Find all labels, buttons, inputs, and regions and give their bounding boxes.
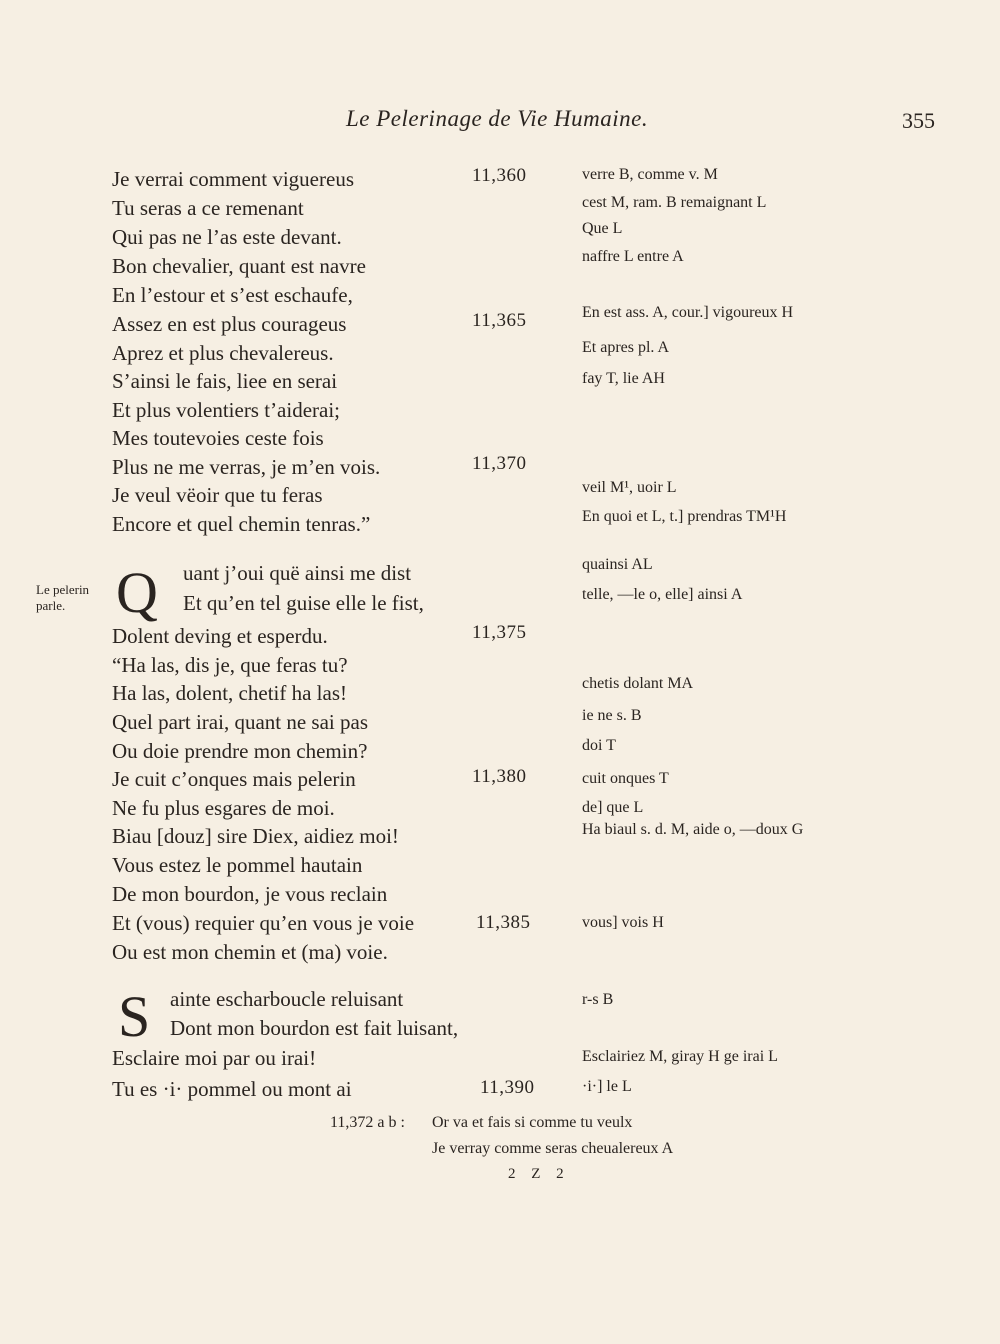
verse-line: De mon bourdon, je vous reclain — [112, 882, 388, 906]
line-number: 11,380 — [472, 766, 527, 787]
footnote-line: Je verray comme seras cheualereux A — [432, 1140, 674, 1157]
drop-cap: S — [118, 984, 151, 1049]
variant-reading: cest M, ram. B remaignant L — [582, 194, 767, 211]
drop-cap: Q — [116, 560, 158, 625]
variant-reading: Et apres pl. A — [582, 339, 670, 356]
line-number: 11,375 — [472, 622, 527, 643]
verse-line: Ou est mon chemin et (ma) voie. — [112, 940, 388, 964]
verse-line: Ha las, dolent, chetif ha las! — [112, 681, 347, 705]
verse-line: Dolent deving et esperdu. — [112, 624, 328, 648]
verse-line: Je cuit c’onques mais pelerin — [112, 767, 356, 791]
verse-line: Tu es ·i· pommel ou mont ai — [112, 1077, 352, 1101]
verse-line: Quel part irai, quant ne sai pas — [112, 710, 368, 734]
verse-line: En l’estour et s’est eschaufe, — [112, 283, 353, 307]
variant-reading: verre B, comme v. M — [582, 166, 718, 183]
variant-reading: cuit onques T — [582, 770, 669, 787]
verse-line: Je verrai comment viguereus — [112, 167, 354, 191]
verse-line: Plus ne me verras, je m’en vois. — [112, 455, 381, 479]
verse-line: Assez en est plus courageus — [112, 312, 347, 336]
variant-reading: quainsi AL — [582, 556, 653, 573]
line-number: 11,385 — [476, 912, 531, 933]
verse-line: ainte escharboucle reluisant — [170, 987, 404, 1011]
variant-reading: telle, —le o, elle] ainsi A — [582, 586, 743, 603]
verse-line: S’ainsi le fais, liee en serai — [112, 369, 338, 393]
verse-line: uant j’oui quë ainsi me dist — [183, 561, 412, 585]
footnote-line: Or va et fais si comme tu veulx — [432, 1114, 633, 1131]
variant-reading: doi T — [582, 737, 616, 754]
verse-line: Bon chevalier, quant est navre — [112, 254, 366, 278]
variant-reading: En est ass. A, cour.] vigoureux H — [582, 304, 794, 321]
margin-note-line: Le pelerin — [36, 582, 90, 597]
line-number: 11,390 — [480, 1077, 535, 1098]
variant-reading: Que L — [582, 220, 623, 237]
verse-line: “Ha las, dis je, que feras tu? — [112, 653, 348, 677]
variant-reading: ·i·] le L — [582, 1078, 632, 1095]
variant-reading: ie ne s. B — [582, 707, 642, 724]
verse-line: Vous estez le pommel hautain — [112, 853, 363, 877]
variant-reading: de] que L — [582, 799, 644, 816]
verse-line: Qui pas ne l’as este devant. — [112, 225, 342, 249]
verse-line: Encore et quel chemin tenras.” — [112, 512, 371, 536]
variant-reading: vous] vois H — [582, 914, 664, 931]
variant-reading: veil M¹, uoir L — [582, 479, 677, 496]
line-number: 11,370 — [472, 453, 527, 474]
verse-line: Mes toutevoies ceste fois — [112, 426, 324, 450]
variant-reading: Esclairiez M, giray H ge irai L — [582, 1048, 778, 1065]
line-number: 11,360 — [472, 165, 527, 186]
variant-reading: fay T, lie AH — [582, 370, 665, 387]
verse-line: Esclaire moi par ou irai! — [112, 1046, 317, 1070]
verse-line: Ou doie prendre mon chemin? — [112, 739, 368, 763]
variant-reading: naffre L entre A — [582, 248, 684, 265]
variant-reading: En quoi et L, t.] prendras TM¹H — [582, 508, 787, 525]
verse-line: Biau [douz] sire Diex, aidiez moi! — [112, 824, 399, 848]
verse-line: Et (vous) requier qu’en vous je voie — [112, 911, 415, 935]
verse-line: Je veul vëoir que tu feras — [112, 483, 323, 507]
verse-line: Aprez et plus chevalereus. — [112, 341, 334, 365]
margin-note-line: parle. — [36, 598, 66, 613]
variant-reading: Ha biaul s. d. M, aide o, —doux G — [582, 821, 804, 838]
signature-mark: 2 Z 2 — [508, 1166, 570, 1182]
verse-line: Dont mon bourdon est fait luisant, — [170, 1016, 459, 1040]
variant-reading: r-s B — [582, 991, 614, 1008]
verse-line: Ne fu plus esgares de moi. — [112, 796, 335, 820]
line-number: 11,365 — [472, 310, 527, 331]
footnote-ref: 11,372 a b : — [330, 1114, 405, 1131]
running-title: Le Pelerinage de Vie Humaine. — [346, 106, 649, 131]
page-number: 355 — [902, 108, 935, 133]
verse-line: Et plus volentiers t’aiderai; — [112, 398, 341, 422]
variant-reading: chetis dolant MA — [582, 675, 694, 692]
verse-line: Et qu’en tel guise elle le fist, — [183, 591, 424, 615]
margin-note — [36, 582, 89, 614]
verse-line: Tu seras a ce remenant — [112, 196, 304, 220]
